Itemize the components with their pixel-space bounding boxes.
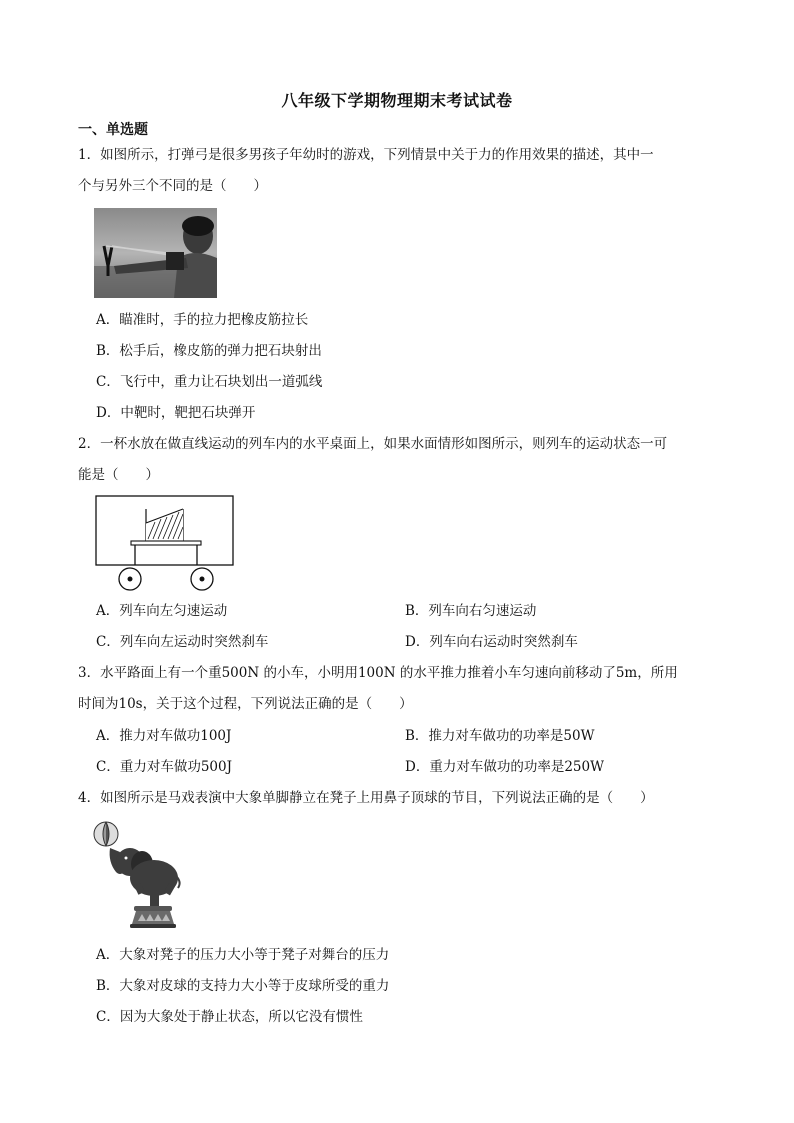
q1-slingshot-photo <box>94 208 217 298</box>
q1-stem-line2: 个与另外三个不同的是（ ） <box>78 178 267 194</box>
q3-option-c[interactable]: C．重力对车做功500J <box>96 759 233 775</box>
q4-option-c[interactable]: C．因为大象处于静止状态，所以它没有惯性 <box>96 1009 363 1025</box>
q3-option-d[interactable]: D．重力对车做功的功率是250W <box>405 759 604 775</box>
q2-option-c[interactable]: C．列车向左运动时突然刹车 <box>96 634 269 650</box>
q1-option-d[interactable]: D．中靶时，靶把石块弹开 <box>96 405 256 421</box>
q3-stem-line2: 时间为10s，关于这个过程，下列说法正确的是（ ） <box>78 696 413 712</box>
q1-option-c[interactable]: C．飞行中，重力让石块划出一道弧线 <box>96 374 323 390</box>
q2-option-a[interactable]: A．列车向左匀速运动 <box>96 603 228 619</box>
q1-option-b[interactable]: B．松手后，橡皮筋的弹力把石块射出 <box>96 343 322 359</box>
q3-stem-line1: 3．水平路面上有一个重500N 的小车，小明用100N 的水平推力推着小车匀速向前移动了5m，所用 <box>78 665 678 681</box>
section-heading: 一、单选题 <box>78 122 148 138</box>
q2-option-b[interactable]: B．列车向右匀速运动 <box>405 603 537 619</box>
q2-stem-line2: 能是（ ） <box>78 467 159 483</box>
q4-option-a[interactable]: A．大象对凳子的压力大小等于凳子对舞台的压力 <box>96 947 390 963</box>
q2-option-d[interactable]: D．列车向右运动时突然刹车 <box>405 634 578 650</box>
q1-option-a[interactable]: A．瞄准时，手的拉力把橡皮筋拉长 <box>96 312 309 328</box>
q3-option-b[interactable]: B．推力对车做功的功率是50W <box>405 728 595 744</box>
q4-stem-line1: 4．如图所示是马戏表演中大象单脚静立在凳子上用鼻子顶球的节目，下列说法正确的是（ ） <box>78 790 654 806</box>
q4-elephant-diagram <box>90 820 185 932</box>
q2-train-diagram <box>95 495 235 595</box>
q4-option-b[interactable]: B．大象对皮球的支持力大小等于皮球所受的重力 <box>96 978 390 994</box>
exam-title: 八年级下学期物理期末考试试卷 <box>281 91 513 110</box>
q1-stem-line1: 1．如图所示，打弹弓是很多男孩子年幼时的游戏，下列情景中关于力的作用效果的描述，其中一 <box>78 147 654 163</box>
q3-option-a[interactable]: A．推力对车做功100J <box>96 728 232 744</box>
q2-stem-line1: 2．一杯水放在做直线运动的列车内的水平桌面上，如果水面情形如图所示，则列车的运动状态一可 <box>78 436 668 452</box>
